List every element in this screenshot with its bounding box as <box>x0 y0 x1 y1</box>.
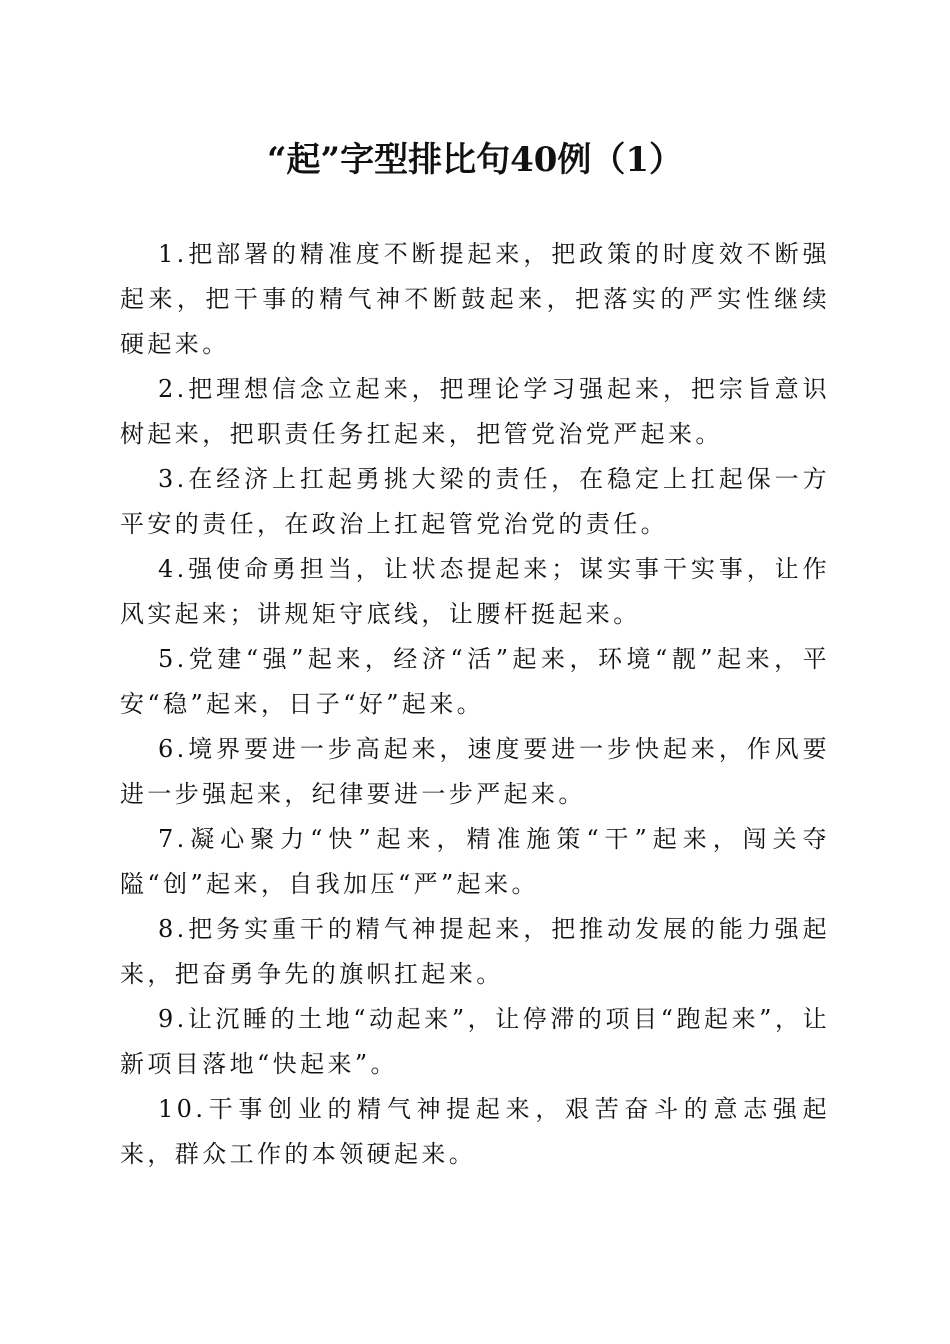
document-body <box>120 232 830 1177</box>
paragraph-4: 4.强使命勇担当，让状态提起来；谋实事干实事，让作风实起来；讲规矩守底线，让腰杆挺起来。 <box>120 555 830 628</box>
paragraph-8: 8.把务实重干的精气神提起来，把推动发展的能力强起来，把奋勇争先的旗帜扛起来。 <box>120 915 830 988</box>
paragraph-1: 1.把部署的精准度不断提起来，把政策的时度效不断强起来，把干事的精气神不断鼓起来，把落实的严实性继续硬起来。 <box>120 240 830 358</box>
paragraph-10: 10.干事创业的精气神提起来，艰苦奋斗的意志强起来，群众工作的本领硬起来。 <box>120 1095 830 1168</box>
paragraph-3: 3.在经济上扛起勇挑大梁的责任，在稳定上扛起保一方平安的责任，在政治上扛起管党治党的责任。 <box>120 465 830 538</box>
paragraph-5: 5.党建“强”起来，经济“活”起来，环境“靓”起来，平安“稳”起来，日子“好”起来。 <box>120 645 830 718</box>
paragraph-2: 2.把理想信念立起来，把理论学习强起来，把宗旨意识树起来，把职责任务扛起来，把管党治党严起来。 <box>120 375 830 448</box>
paragraph-9: 9.让沉睡的土地“动起来”，让停滞的项目“跑起来”，让新项目落地“快起来”。 <box>120 1005 830 1078</box>
paragraph-7: 7.凝心聚力“快”起来，精准施策“干”起来，闯关夺隘“创”起来，自我加压“严”起来。 <box>120 825 830 898</box>
document-title: “起”字型排比句40例（1） <box>266 140 684 180</box>
paragraph-6: 6.境界要进一步高起来，速度要进一步快起来，作风要进一步强起来，纪律要进一步严起来。 <box>120 735 830 808</box>
